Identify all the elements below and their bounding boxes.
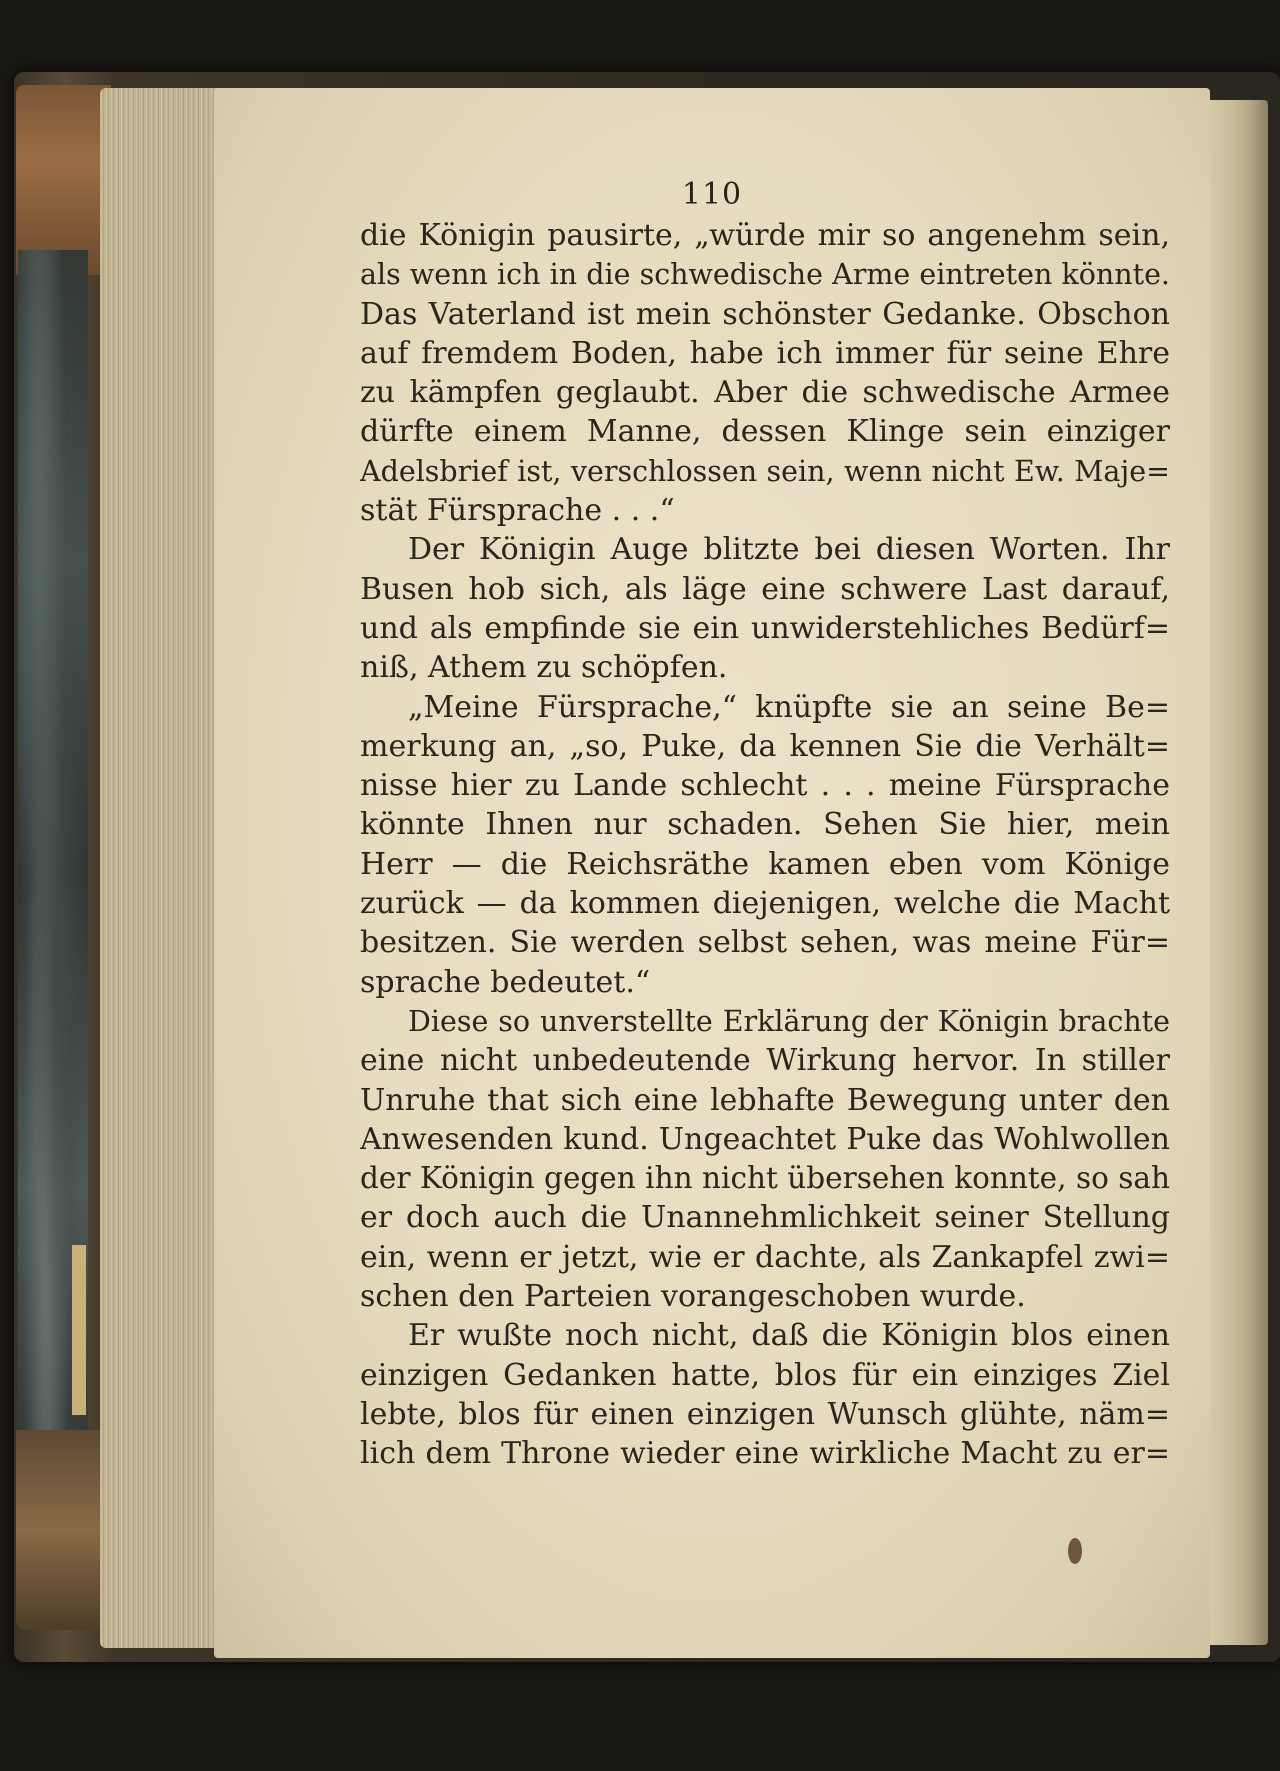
text-line: als wenn ich in die schwedische Arme eintreten könnte. — [360, 258, 1170, 292]
text-line: lebte, blos für einen einzigen Wunsch glühte, näm= — [360, 1396, 1170, 1432]
text-line: einzigen Gedanken hatte, blos für ein einziges Ziel — [360, 1357, 1170, 1393]
text-line: zurück — da kommen diejenigen, welche die Macht — [360, 886, 1170, 922]
text-line: „Meine Fürsprache,“ knüpfte sie an seine Be= — [408, 689, 1170, 725]
text-line: Er wußte noch nicht, daß die Königin blos einen — [408, 1318, 1170, 1354]
text-line: eine nicht unbedeutende Wirkung hervor. In stiller — [360, 1043, 1170, 1079]
cover-leather-corner-top — [16, 85, 111, 275]
text-line: könnte Ihnen nur schaden. Sehen Sie hier, mein — [360, 807, 1170, 843]
text-line: zu kämpfen geglaubt. Aber die schwedische Armee — [360, 375, 1170, 411]
text-line: Anwesenden kund. Ungeachtet Puke das Wohlwollen — [360, 1121, 1170, 1157]
ink-stain — [1068, 1538, 1082, 1564]
text-line: merkung an, „so, Puke, da kennen Sie die Verhält= — [360, 728, 1170, 764]
text-line: sprache bedeutet.“ — [360, 964, 651, 1000]
facing-page-edge — [1208, 100, 1268, 1645]
text-line: Herr — die Reichsräthe kamen eben vom Könige — [360, 846, 1170, 882]
text-line: und als empfinde sie ein unwiderstehliches Bedürf= — [360, 610, 1170, 646]
text-line: Busen hob sich, als läge eine schwere Last darauf, — [360, 571, 1170, 607]
text-line: Adelsbrief ist, verschlossen sein, wenn nicht Ew. Maje= — [360, 454, 1170, 488]
text-line: die Königin pausirte, „würde mir so angenehm sein, — [360, 218, 1170, 253]
text-line: auf fremdem Boden, habe ich immer für seine Ehre — [360, 335, 1170, 371]
text-line: stät Fürsprache . . .“ — [360, 493, 675, 529]
text-line: er doch auch die Unannehmlichkeit seiner Stellung — [360, 1200, 1170, 1236]
text-line: Der Königin Auge blitzte bei diesen Worten. Ihr — [408, 532, 1170, 568]
text-line: besitzen. Sie werden selbst sehen, was meine Für= — [360, 925, 1170, 961]
text-line: ein, wenn er jetzt, wie er dachte, als Zankapfel zwi= — [360, 1239, 1170, 1275]
spine-label — [72, 1245, 86, 1415]
text-line: lich dem Throne wieder eine wirkliche Macht zu er= — [360, 1436, 1170, 1472]
text-line: nisse hier zu Lande schlecht . . . meine Fürsprache — [360, 768, 1170, 804]
text-line: Diese so unverstellte Erklärung der Königin brachte — [408, 1004, 1170, 1038]
text-line: dürfte einem Manne, dessen Klinge sein einziger — [360, 414, 1170, 450]
text-line: schen den Parteien vorangeschoben wurde. — [360, 1279, 1026, 1315]
body-text — [360, 216, 1170, 1474]
text-line: Unruhe that sich eine lebhafte Bewegung unter den — [360, 1082, 1170, 1118]
page-stack-edge — [100, 88, 230, 1648]
text-line: Das Vaterland ist mein schönster Gedanke. Obschon — [360, 296, 1170, 332]
text-line: niß, Athem zu schöpfen. — [360, 650, 728, 686]
cover-leather-corner-bottom — [16, 1430, 111, 1630]
text-line: der Königin gegen ihn nicht übersehen konnte, so sah — [360, 1161, 1170, 1196]
page-number: 110 — [681, 177, 743, 212]
